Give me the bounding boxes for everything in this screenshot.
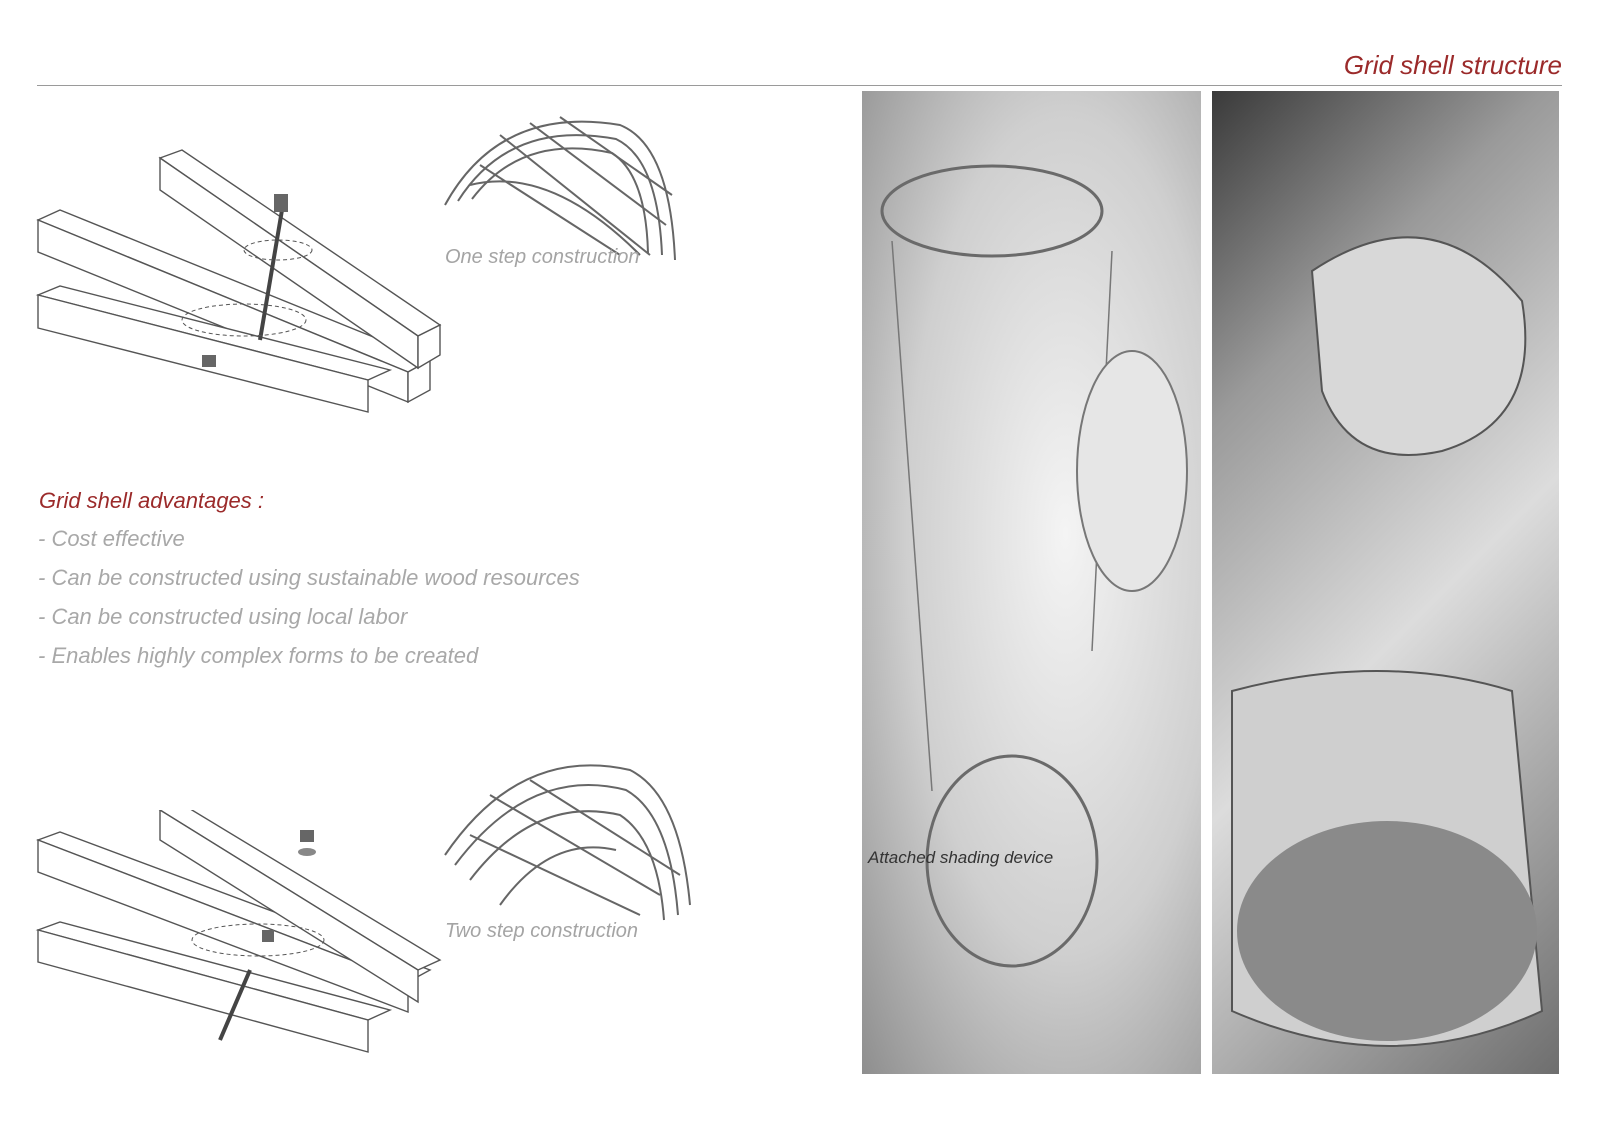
- advantages-heading: Grid shell advantages :: [39, 488, 265, 513]
- advantage-item: - Can be constructed using local labor: [38, 604, 408, 629]
- one-step-dome-sketch: [440, 105, 680, 265]
- two-step-dome-sketch: [440, 755, 700, 925]
- header-rule: [37, 85, 1562, 86]
- advantage-item: - Can be constructed using sustainable wood resources: [38, 565, 580, 590]
- shading-device-caption: Attached shading device: [868, 848, 1054, 867]
- one-step-joint-diagram: [30, 140, 450, 440]
- advantage-item: - Enables highly complex forms to be created: [38, 643, 479, 668]
- page-title: Grid shell structure: [1343, 50, 1562, 80]
- advantage-item: - Cost effective: [38, 526, 185, 551]
- two-step-caption: Two step construction: [445, 920, 639, 942]
- one-step-caption: One step construction: [445, 246, 640, 268]
- advantages-list: [38, 526, 580, 682]
- two-step-joint-diagram: [30, 810, 450, 1080]
- render-solid-shell: [1212, 91, 1559, 1074]
- render-wire-shell: [862, 91, 1201, 1074]
